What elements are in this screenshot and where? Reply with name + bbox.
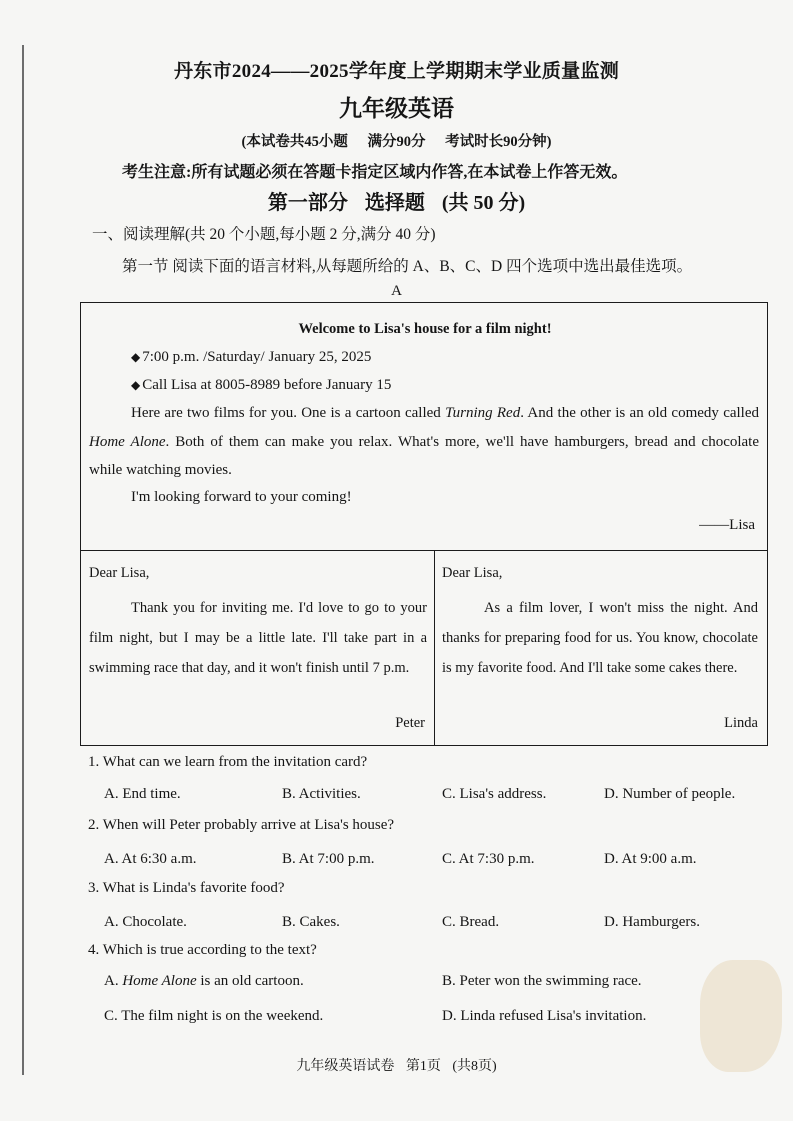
- answer-option[interactable]: C. Bread.: [442, 914, 500, 930]
- footer-page-total: (共8页): [452, 1059, 497, 1074]
- invitation-call-line: ◆ Call Lisa at 8005-8989 before January 15: [131, 377, 392, 393]
- reply-letter-peter: [80, 550, 435, 746]
- answer-option[interactable]: B. Cakes.: [282, 914, 340, 930]
- answer-option[interactable]: D. At 9:00 a.m.: [604, 851, 697, 867]
- invitation-title: Welcome to Lisa's house for a film night!: [298, 321, 552, 337]
- answer-option[interactable]: A. At 6:30 a.m.: [104, 851, 197, 867]
- answer-option[interactable]: C. The film night is on the weekend.: [104, 1008, 324, 1024]
- footer-paper-name: 九年级英语试卷: [296, 1059, 395, 1074]
- question-stem: 4. Which is true according to the text?: [88, 942, 317, 958]
- diamond-bullet-icon: ◆: [131, 378, 141, 392]
- letter-greeting: Dear Lisa,: [442, 565, 503, 581]
- exam-subject: 九年级英语: [339, 96, 454, 121]
- question-stem: 2. When will Peter probably arrive at Lisa's house?: [88, 817, 395, 833]
- part-title: 第一部分 选择题 (共 50 分): [267, 192, 526, 214]
- invitation-signature: ——Lisa: [699, 517, 755, 533]
- exam-duration: 考试时长90分钟): [445, 134, 552, 150]
- answer-option[interactable]: B. At 7:00 p.m.: [282, 851, 375, 867]
- section-instruction: 第一节 阅读下面的语言材料,从每题所给的 A、B、C、D 四个选项中选出最佳选项。: [122, 258, 693, 275]
- section-heading: 一、阅读理解(共 20 个小题,每小题 2 分,满分 40 分): [92, 226, 436, 243]
- answer-option[interactable]: B. Activities.: [282, 786, 361, 802]
- reply-letter-linda: [434, 550, 768, 746]
- exam-title: 丹东市2024——2025学年度上学期期末学业质量监测: [173, 61, 620, 82]
- question-count: (本试卷共45小题: [241, 134, 348, 150]
- film-title: Home Alone: [89, 433, 166, 450]
- answer-option[interactable]: A. Home Alone is an old cartoon.: [104, 973, 304, 989]
- letter-signature: Peter: [395, 715, 425, 731]
- full-score: 满分90分: [367, 134, 426, 150]
- letter-body: As a film lover, I won't miss the night. And thanks for preparing food for us. You know, chocolate is my favorite food. And I'll take some cakes there.: [442, 600, 758, 676]
- footer-page-number: 第1页: [405, 1059, 441, 1074]
- letter-greeting: Dear Lisa,: [89, 565, 150, 581]
- answer-option[interactable]: D. Number of people.: [604, 786, 736, 802]
- diamond-bullet-icon: ◆: [131, 350, 141, 364]
- answer-option[interactable]: B. Peter won the swimming race.: [442, 973, 642, 989]
- question-stem: 3. What is Linda's favorite food?: [88, 880, 285, 896]
- page-footer: [0, 1055, 793, 1075]
- answer-option[interactable]: D. Linda refused Lisa's invitation.: [442, 1008, 647, 1024]
- letter-signature: Linda: [724, 715, 758, 731]
- letter-body: Thank you for inviting me. I'd love to go to your film night, but I may be a little late. I'll take part in a swimming race that day, and it won't finish until 7 p.m.: [89, 600, 427, 676]
- answer-option[interactable]: C. At 7:30 p.m.: [442, 851, 535, 867]
- answer-option[interactable]: A. Chocolate.: [104, 914, 187, 930]
- paper-info: [0, 130, 793, 151]
- answer-option[interactable]: C. Lisa's address.: [442, 786, 547, 802]
- invitation-time-line: ◆ 7:00 p.m. /Saturday/ January 25, 2025: [131, 349, 372, 365]
- exam-notice: 考生注意:所有试题必须在答题卡指定区域内作答,在本试卷上作答无效。: [122, 164, 628, 181]
- invitation-body: Here are two films for you. One is a cartoon called Turning Red. And the other is an old comedy called Home Alone. Both of them can make you relax. What's more, we'll have hamburgers, bread and chocolate while watching movies.: [89, 405, 760, 478]
- answer-option[interactable]: D. Hamburgers.: [604, 914, 700, 930]
- answer-option[interactable]: A. End time.: [104, 786, 181, 802]
- passage-label: A: [391, 283, 402, 299]
- invitation-closing: I'm looking forward to your coming!: [131, 489, 352, 505]
- film-title: Turning Red: [445, 405, 521, 421]
- invitation-card: [80, 302, 768, 551]
- question-stem: 1. What can we learn from the invitation card?: [88, 754, 368, 770]
